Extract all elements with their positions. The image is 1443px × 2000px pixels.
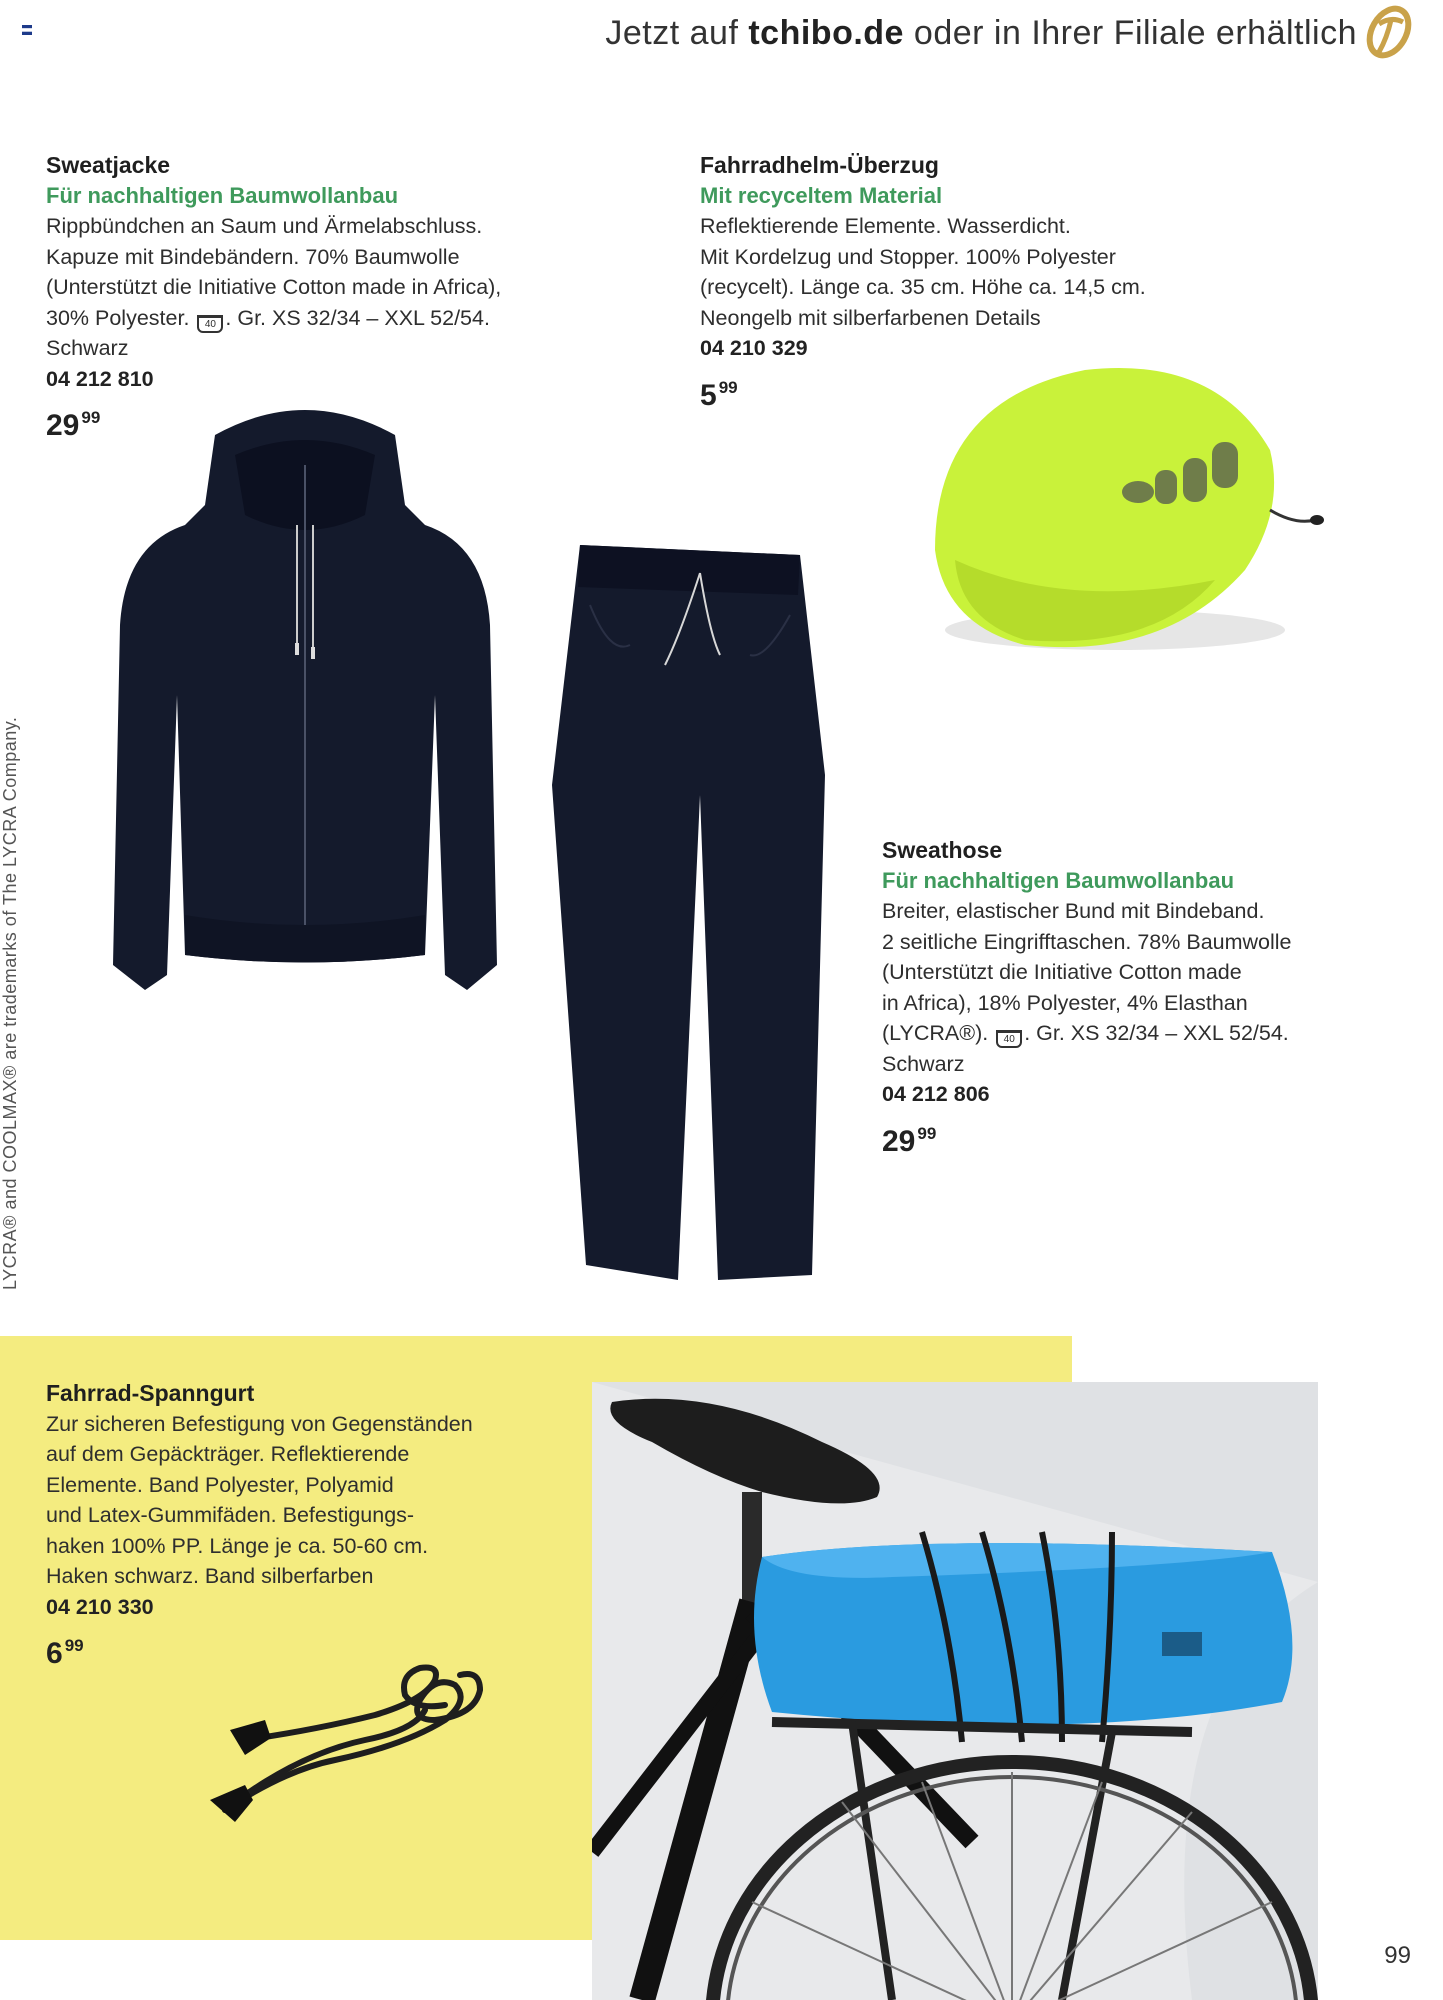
product-description-line: Elemente. Band Polyester, Polyamid xyxy=(46,1472,394,1497)
product-description-line xyxy=(882,1018,1292,1049)
product-description-line xyxy=(46,303,501,334)
price-euro: 29 xyxy=(882,1124,916,1158)
product-description-line: (Unterstützt die Initiative Cotton made in Africa), xyxy=(46,275,502,299)
product-description-line: (recycelt). Länge ca. 35 cm. Höhe ca. 14,5 cm. xyxy=(700,275,1146,299)
flag-icon xyxy=(22,22,32,32)
spanngurt-image xyxy=(205,1660,495,1830)
product-description-line: Haken schwarz. Band silberfarben xyxy=(46,1564,374,1588)
product-description-line: auf dem Gepäckträger. Reflektierende xyxy=(46,1442,410,1466)
page-number: 99 xyxy=(1384,1942,1411,1969)
article-number: 04 210 329 xyxy=(700,336,808,360)
product-description-line: Zur sicheren Befestigung von Gegenständen xyxy=(46,1411,473,1436)
price xyxy=(882,1114,1292,1162)
product-description-line: Mit Kordelzug und Stopper. 100% Polyester xyxy=(700,244,1116,269)
wash-40-icon: 40 xyxy=(996,1030,1022,1048)
header-prefix: Jetzt auf xyxy=(605,14,739,52)
price-euro: 6 xyxy=(46,1637,63,1670)
article-number: 04 212 810 xyxy=(46,366,154,391)
product-title: Fahrradhelm-Überzug xyxy=(700,152,939,178)
material-text: 30% Polyester. xyxy=(46,305,190,330)
product-description-line: Reflektierende Elemente. Wasserdicht. xyxy=(700,214,1071,238)
product-description-line: Breiter, elastischer Bund mit Bindeband. xyxy=(882,899,1265,923)
header-suffix: oder in Ihrer Filiale erhältlich xyxy=(913,14,1357,52)
header-site-link[interactable]: tchibo.de xyxy=(748,14,904,52)
header-availability-text xyxy=(605,14,1357,53)
product-title: Sweathose xyxy=(882,837,1003,863)
fahrradhelm-ueberzug-image xyxy=(915,360,1325,660)
price-cents: 99 xyxy=(64,1636,84,1655)
price-euro: 29 xyxy=(46,409,80,442)
sweatjacke-image xyxy=(105,395,505,995)
fahrrad-spanngurt-photo xyxy=(592,1382,1318,2000)
product-title: Fahrrad-Spanngurt xyxy=(46,1380,255,1406)
trademark-note: LYCRA® and COOLMAX® are trademarks of The LYCRA Company. xyxy=(0,716,20,1290)
material-text: (LYCRA®). xyxy=(882,1021,989,1045)
product-sweathose xyxy=(882,835,1292,1162)
article-number: 04 210 330 xyxy=(46,1594,154,1619)
product-description-line: (Unterstützt die Initiative Cotton made xyxy=(882,960,1242,984)
wash-40-icon: 40 xyxy=(197,315,223,333)
price-cents: 99 xyxy=(81,408,101,427)
product-color: Schwarz xyxy=(882,1051,965,1076)
product-subtitle: Für nachhaltigen Baumwollanbau xyxy=(46,182,399,208)
product-subtitle: Mit recyceltem Material xyxy=(700,182,943,208)
article-number: 04 212 806 xyxy=(882,1082,990,1106)
product-subtitle: Für nachhaltigen Baumwollanbau xyxy=(882,867,1235,893)
price-cents: 99 xyxy=(718,377,738,397)
sweathose-image xyxy=(550,545,830,1285)
product-fahrrad-spanngurt xyxy=(46,1378,473,1674)
product-description-line: in Africa), 18% Polyester, 4% Elasthan xyxy=(882,990,1248,1015)
product-description-line: Neongelb mit silberfarbenen Details xyxy=(700,305,1041,330)
product-title: Sweatjacke xyxy=(46,152,171,178)
price-cents: 99 xyxy=(917,1123,937,1143)
product-description-line: haken 100% PP. Länge je ca. 50-60 cm. xyxy=(46,1533,429,1558)
product-description-line: 2 seitliche Eingrifftaschen. 78% Baumwolle xyxy=(882,929,1292,954)
product-description-line: Rippbündchen an Saum und Ärmelabschluss. xyxy=(46,214,483,238)
product-description-line: Kapuze mit Bindebändern. 70% Baumwolle xyxy=(46,244,460,269)
product-description-line: und Latex-Gummifäden. Befestigungs- xyxy=(46,1503,415,1527)
size-text: . Gr. XS 32/34 – XXL 52/54. xyxy=(1024,1021,1289,1045)
product-color: Schwarz xyxy=(46,336,129,360)
size-text: . Gr. XS 32/34 – XXL 52/54. xyxy=(225,305,490,330)
tchibo-bean-logo-icon xyxy=(1361,4,1417,60)
price-euro: 5 xyxy=(700,378,717,412)
